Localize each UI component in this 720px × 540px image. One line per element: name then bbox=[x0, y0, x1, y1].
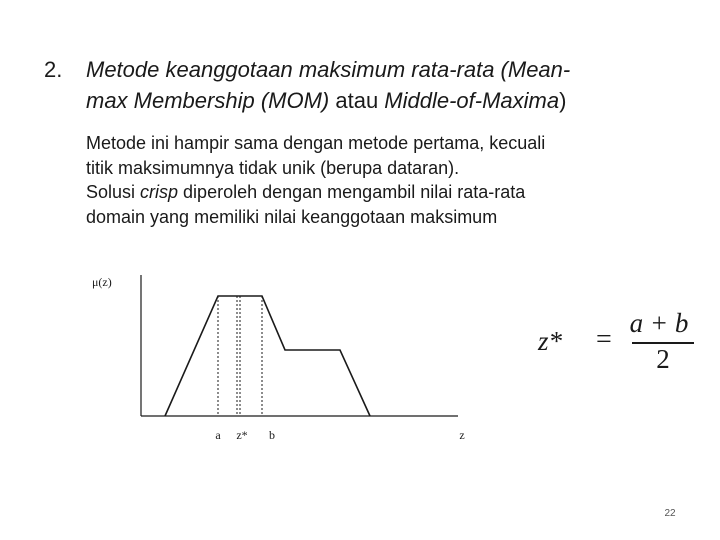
tick-label-b: b bbox=[269, 428, 275, 442]
section-number: 2. bbox=[44, 57, 63, 82]
page-number: 22 bbox=[664, 508, 676, 519]
tick-label-a: a bbox=[215, 428, 221, 442]
formula-lhs: z* bbox=[538, 326, 563, 356]
description-line-3a: Solusi bbox=[86, 182, 141, 202]
y-axis-label: μ(z) bbox=[92, 275, 112, 289]
x-axis-label: z bbox=[459, 428, 465, 442]
description-line-2: titik maksimumnya tidak unik (berupa dataran). bbox=[86, 157, 460, 178]
mom-formula bbox=[538, 308, 689, 378]
description-line-3b: diperoleh dengan mengambil nilai rata-rata bbox=[178, 182, 526, 202]
description-line-4: domain yang memiliki nilai keanggotaan maksimum bbox=[86, 206, 498, 227]
formula-numerator: a + b bbox=[629, 308, 689, 338]
tick-label-zstar: z* bbox=[236, 428, 248, 442]
formula-equals: = bbox=[596, 324, 612, 355]
title-term-mom: max Membership (MOM) bbox=[86, 88, 330, 113]
title-connector: atau bbox=[329, 88, 385, 113]
description-line-1: Metode ini hampir sama dengan metode pertama, kecuali bbox=[86, 133, 546, 153]
title-close-paren: ) bbox=[559, 88, 567, 113]
membership-curve bbox=[165, 296, 370, 416]
title-line1: Metode keanggotaan maksimum rata-rata (Mean- bbox=[86, 57, 571, 82]
formula-denominator: 2 bbox=[656, 344, 670, 374]
description-crisp: crisp bbox=[140, 182, 179, 202]
title-term-middle: Middle-of-Maxima bbox=[384, 88, 560, 113]
